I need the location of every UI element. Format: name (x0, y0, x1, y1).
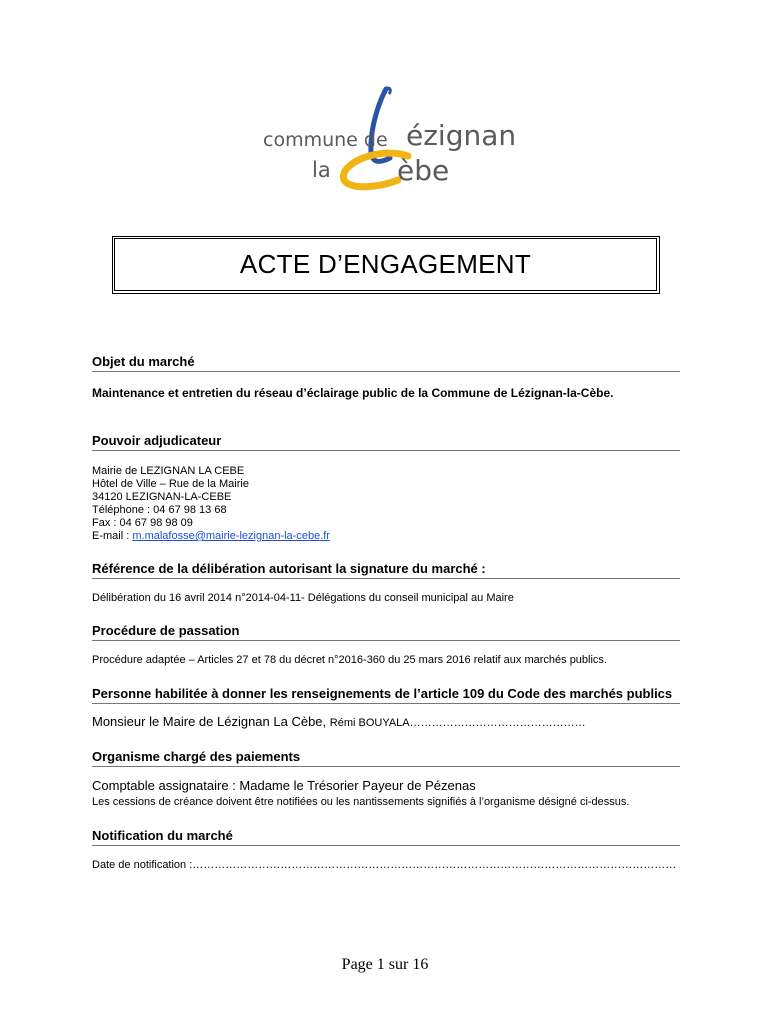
pouvoir-line: Téléphone : 04 67 98 13 68 (92, 504, 227, 516)
logo-la: la (312, 158, 331, 182)
commune-logo (258, 84, 518, 194)
personne-main: Monsieur le Maire de Lézignan La Cèbe, (92, 714, 330, 729)
pouvoir-line: Mairie de LEZIGNAN LA CEBE (92, 465, 245, 477)
organisme-main: Comptable assignataire : Madame le Trésorier Payeur de Pézenas (92, 778, 476, 793)
heading-procedure: Procédure de passation (92, 623, 680, 641)
pouvoir-line: Fax : 04 67 98 98 09 (92, 517, 193, 529)
page-number: Page 1 sur 16 (341, 956, 429, 973)
objet-text: Maintenance et entretien du réseau d’éclairage public de la Commune de Lézignan-la-Cèbe. (92, 386, 614, 400)
notification-text: Date de notification :…………………………………………………………………………………………………………………… (92, 859, 677, 871)
personne-name: Rémi BOUYALA………………………………………… (329, 717, 586, 729)
logo-lezignan: ézignan (406, 119, 517, 152)
heading-reference: Référence de la délibération autorisant la signature du marché : (92, 561, 680, 579)
heading-organisme: Organisme chargé des paiements (92, 749, 680, 767)
heading-personne: Personne habilitée à donner les renseignements de l’article 109 du Code des marchés publics (92, 686, 680, 704)
document-title: ACTE D’ENGAGEMENT (239, 249, 532, 279)
pouvoir-line: 34120 LEZIGNAN-LA-CEBE (92, 491, 232, 503)
logo-cebe: èbe (397, 154, 450, 187)
document-title-box (112, 236, 660, 294)
heading-objet: Objet du marché (92, 354, 680, 372)
logo-commune-de: commune de (263, 129, 388, 151)
personne-text (92, 716, 680, 730)
pouvoir-line: Hôtel de Ville – Rue de la Mairie (92, 478, 249, 490)
pouvoir-email-row (92, 530, 680, 543)
heading-notification: Notification du marché (92, 828, 680, 846)
heading-pouvoir: Pouvoir adjudicateur (92, 433, 680, 451)
procedure-text: Procédure adaptée – Articles 27 et 78 du décret n°2016-360 du 25 mars 2016 relatif aux marchés publics. (92, 654, 607, 666)
reference-text: Délibération du 16 avril 2014 n°2014-04-11- Délégations du conseil municipal au Maire (92, 592, 514, 604)
email-link[interactable]: m.malafosse@mairie-lezignan-la-cebe.fr (132, 530, 330, 542)
email-label: E-mail : (92, 530, 133, 542)
organisme-note: Les cessions de créance doivent être notifiées ou les nantissements signifiés à l’organisme désigné ci-dessus. (92, 796, 630, 808)
